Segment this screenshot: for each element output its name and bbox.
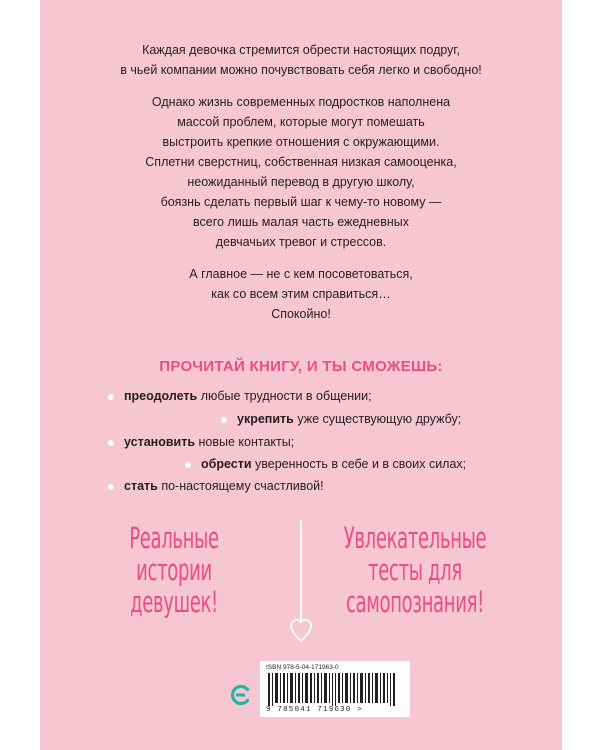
callout-line: самопознания! [345, 585, 484, 619]
callout-line: Реальные [129, 521, 219, 555]
bullet-dot-icon [108, 484, 114, 490]
benefit-text: уже существующую дружбу; [293, 412, 462, 426]
bullet-dot-icon [108, 440, 114, 446]
intro-line: неожиданный перевод в другую школу, [187, 175, 415, 189]
intro-line: Каждая девочка стремится обрести настоящих подруг, [142, 43, 460, 57]
benefit-item [185, 457, 466, 471]
intro-line: боязнь сделать первый шаг к чему-то новому — [160, 195, 442, 209]
bullet-dot-icon [185, 462, 191, 468]
barcode-box [260, 661, 410, 717]
benefit-item [108, 435, 294, 449]
intro-text [40, 40, 562, 336]
benefit-text: по-настоящему счастливой! [157, 479, 324, 493]
benefit-verb: укрепить [237, 412, 294, 426]
intro-line: как со всем этим справиться… [211, 287, 391, 301]
intro-line: в чьей компании можно почувствовать себя легко и свободно! [120, 63, 482, 77]
intro-line: девчачьих тревог и стрессов. [215, 235, 387, 249]
benefit-item [221, 412, 461, 426]
intro-paragraph-2 [40, 92, 562, 252]
benefit-verb: преодолеть [124, 389, 198, 403]
intro-line: массой проблем, которые могут помешать [177, 115, 425, 129]
intro-line: Сплетни сверстниц, собственная низкая самооценка, [145, 155, 457, 169]
intro-line: Однако жизнь современных подростков наполнена [151, 95, 451, 109]
barcode-icon [268, 673, 402, 706]
callout-line: девушек! [130, 585, 218, 619]
benefit-text: любые трудности в общении; [197, 389, 372, 403]
callout-line: истории [136, 553, 212, 587]
call-to-action-heading: ПРОЧИТАЙ КНИГУ, И ТЫ СМОЖЕШЬ: [159, 358, 443, 375]
intro-line: А главное — не с кем посоветоваться, [189, 267, 413, 281]
benefit-verb: обрести [201, 457, 252, 471]
publisher-logo-icon [230, 684, 252, 706]
callout-line: тесты для [368, 553, 462, 587]
intro-line: всего лишь малая часть ежедневных [193, 215, 409, 229]
benefit-item [108, 479, 324, 493]
bullet-dot-icon [221, 417, 227, 423]
heart-divider-icon [290, 520, 312, 645]
left-callout [118, 522, 230, 618]
back-cover [40, 0, 562, 750]
benefit-text: новые контакты; [195, 435, 295, 449]
intro-paragraph-1 [40, 40, 562, 80]
intro-line: выстроить крепкие отношения с окружающими. [162, 135, 440, 149]
bullet-dot-icon [108, 394, 114, 400]
intro-line: Спокойно! [271, 307, 331, 321]
benefit-verb: установить [124, 435, 196, 449]
benefit-verb: стать [124, 479, 158, 493]
callout-line: Увлекательные [343, 521, 487, 555]
right-callout [331, 522, 498, 618]
benefit-item [108, 389, 372, 403]
benefit-text: уверенность в себе и в своих силах; [251, 457, 467, 471]
isbn-label: ISBN 978-5-04-171963-0 [266, 664, 339, 671]
intro-paragraph-3 [40, 264, 562, 324]
barcode-number: 9 785041 719630 > [266, 706, 363, 714]
